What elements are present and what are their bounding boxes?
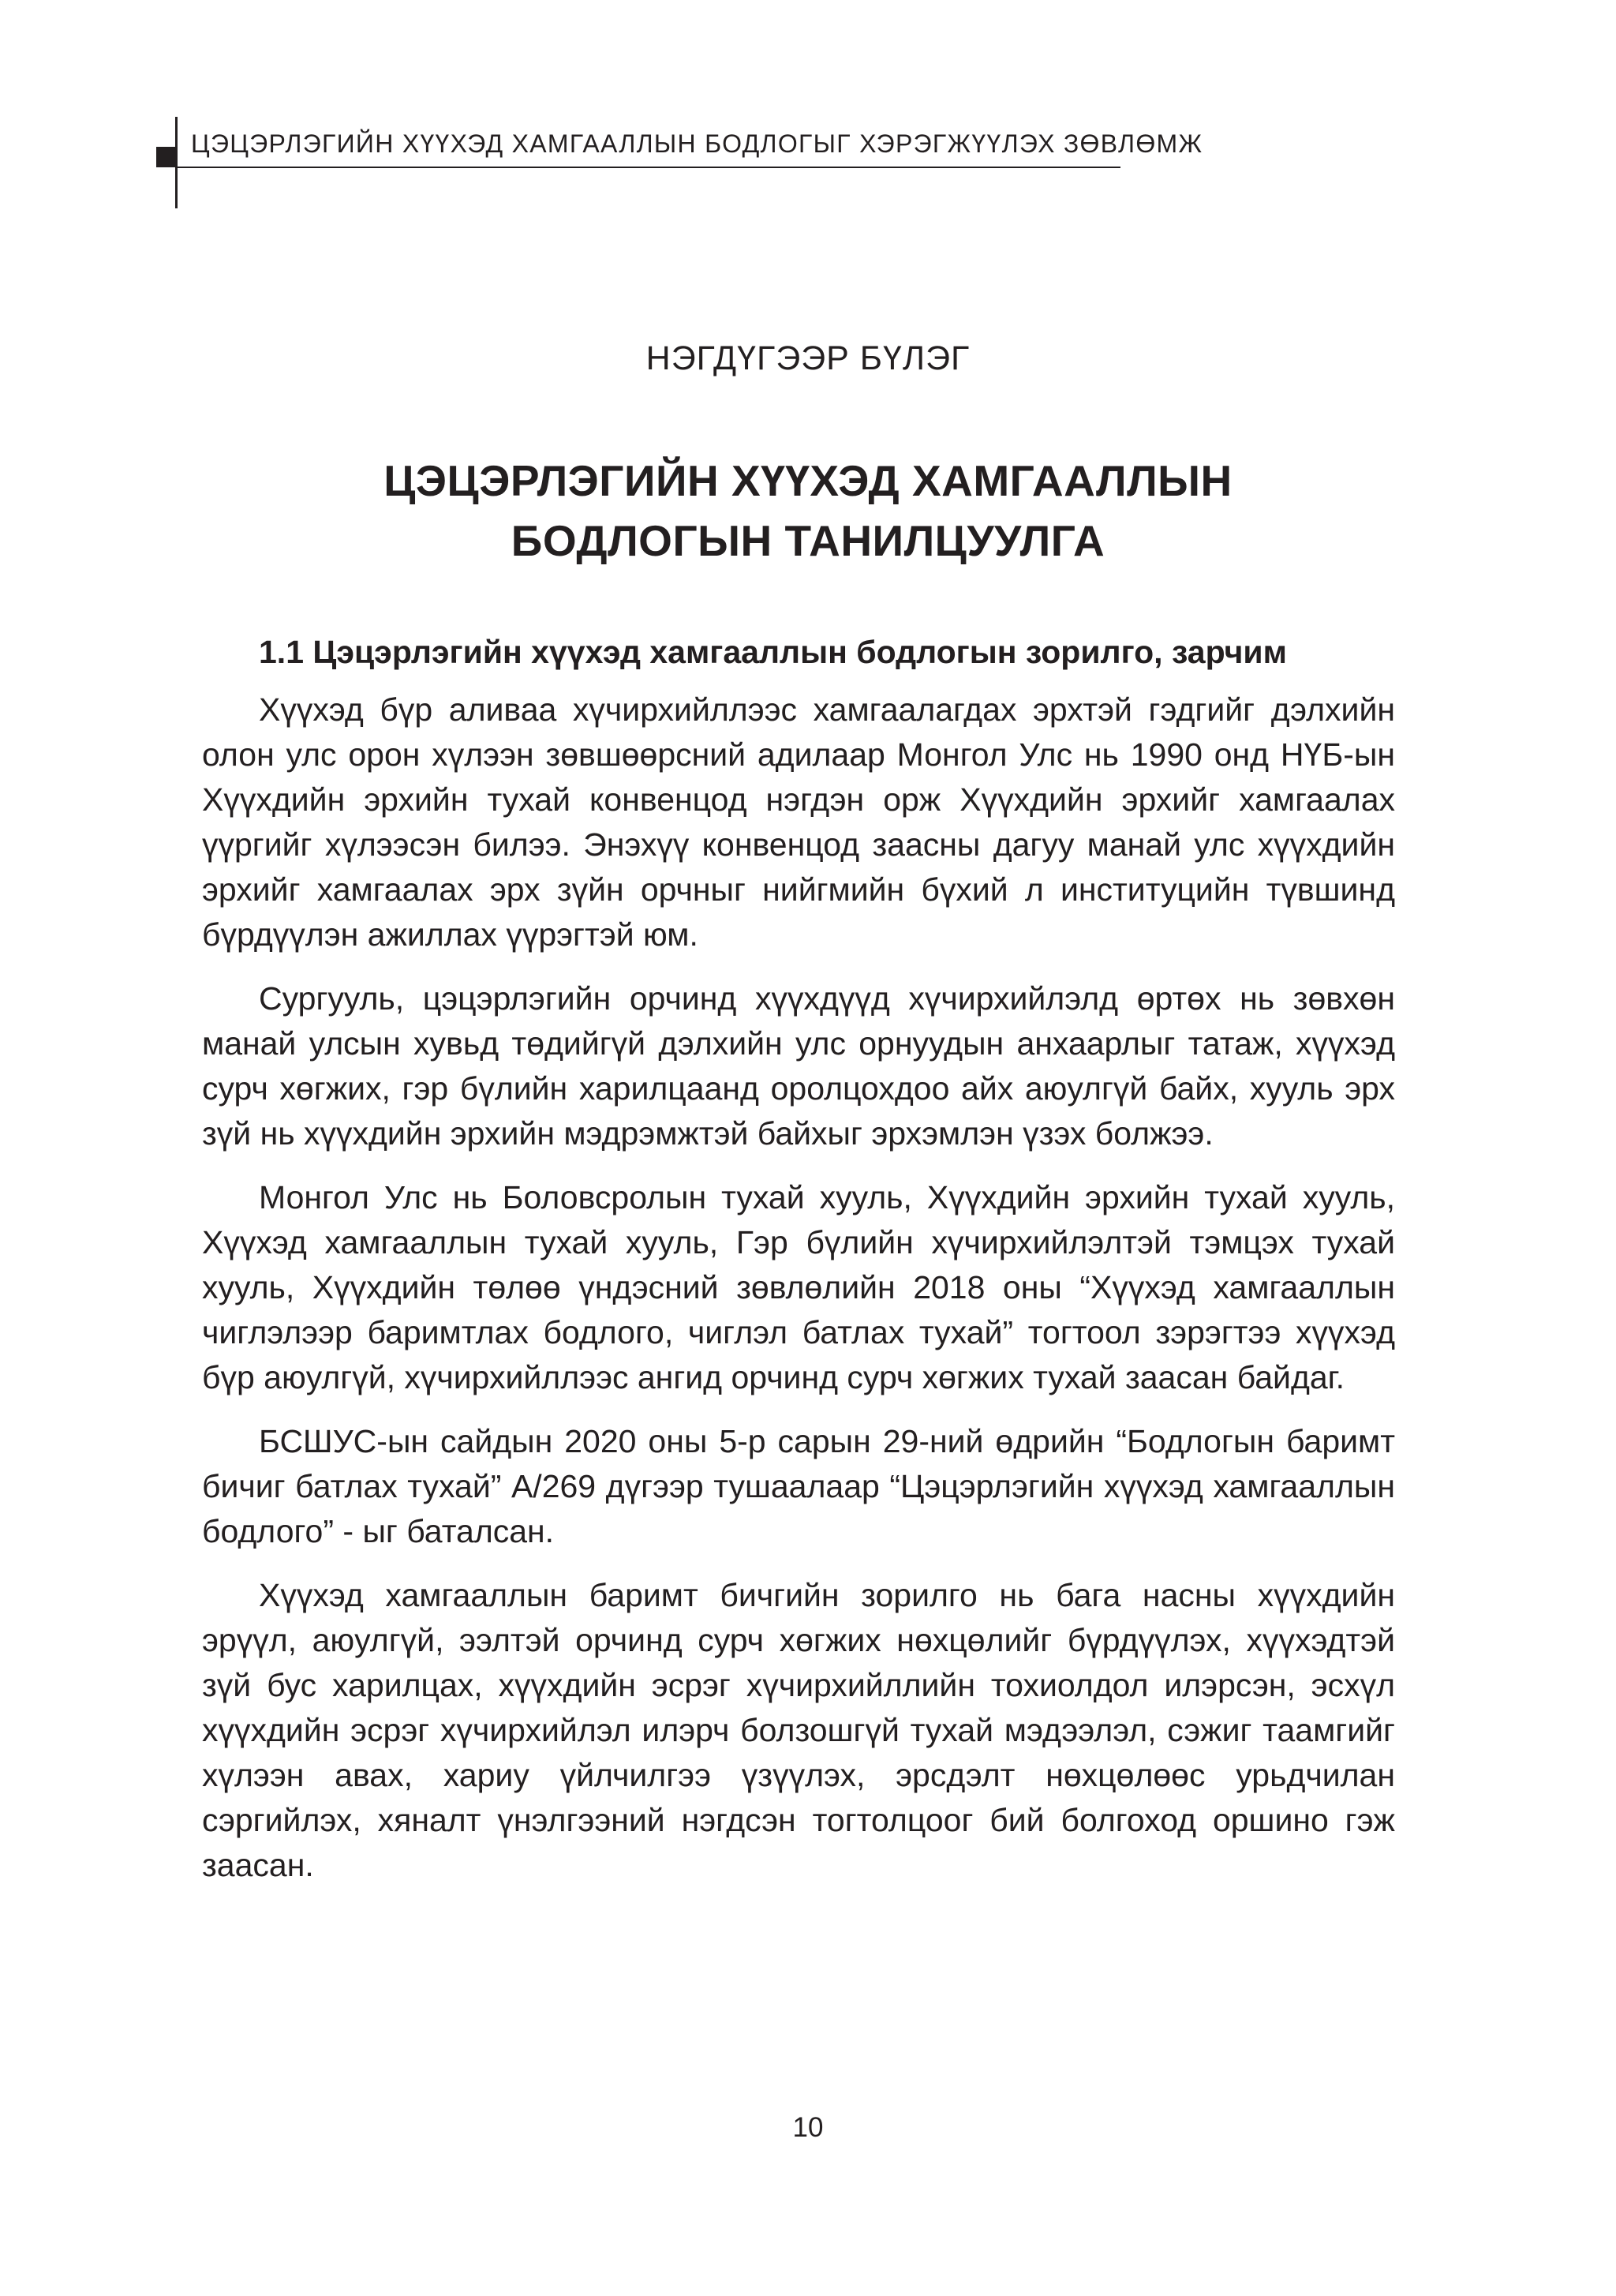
section-heading: 1.1 Цэцэрлэгийн хүүхэд хамгааллын бодлогын зорилго, зарчим — [259, 634, 1287, 670]
page-number: 10 — [792, 2112, 824, 2143]
header-horizontal-rule — [175, 167, 1120, 168]
paragraph-3: Монгол Улс нь Боловсролын тухай хууль, Хүүхдийн эрхийн тухай хууль, Хүүхэд хамгааллын тухай хууль, Гэр бүлийн хүчирхийлэлтэй тэмцэх тухай хууль, Хүүхдийн төлөө үндэсний зөвлөлийн 2018 оны “Хүүхэд хамгааллын чиглэлээр баримтлах бодлого, чиглэл батлах тухай” тогтоол зэрэгтээ хүүхэд бүр аюулгүй, хүчирхийллээс ангид орчинд сурч хөгжих тухай заасан байдаг. — [202, 1179, 1395, 1396]
chapter-label: НЭГДҮГЭЭР БҮЛЭГ — [645, 339, 971, 377]
header-vertical-rule — [175, 117, 178, 208]
body-content — [202, 631, 1395, 1907]
paragraph-4: БСШУС-ын сайдын 2020 оны 5-р сарын 29-ний өдрийн “Бодлогын баримт бичиг батлах тухай” А/269 дүгээр тушаалаар “Цэцэрлэгийн хүүхэд хамгааллын бодлого” - ыг баталсан. — [202, 1423, 1395, 1550]
running-header-title: ЦЭЦЭРЛЭГИЙН ХҮҮХЭД ХАМГААЛЛЫН БОДЛОГЫГ ХЭРЭГЖҮҮЛЭХ ЗӨВЛӨМЖ — [191, 129, 1203, 158]
chapter-title — [0, 451, 1616, 571]
paragraph-5: Хүүхэд хамгааллын баримт бичгийн зорилго нь бага насны хүүхдийн эрүүл, аюулгүй, ээлтэй орчинд сурч хөгжих нөхцөлийг бүрдүүлэх, хүүхэдтэй зүй бус харилцах, хүүхдийн эсрэг хүчирхийллийн тохиолдол илэрсэн, эсхүл хүүхдийн эсрэг хүчирхийлэл илэрч болзошгүй тухай мэдээлэл, сэжиг таамгийг хүлээн авах, хариу үйлчилгээ үзүүлэх, эрсдэлт нөхцөлөөс урьдчилан сэргийлэх, хяналт үнэлгээний нэгдсэн тогтолцоог бий болгоход оршино гэж заасан. — [202, 1577, 1395, 1884]
chapter-title-line-1: ЦЭЦЭРЛЭГИЙН ХҮҮХЭД ХАМГААЛЛЫН — [383, 456, 1233, 505]
paragraph-1: Хүүхэд бүр аливаа хүчирхийллээс хамгаалагдах эрхтэй гэдгийг дэлхийн олон улс орон хүлээн зөвшөөрсний адилаар Монгол Улс нь 1990 онд НҮБ-ын Хүүхдийн эрхийн тухай конвенцод нэгдэн орж Хүүхдийн эрхийг хамгаалах үүргийг хүлээсэн билээ. Энэхүү конвенцод заасны дагуу манай улс хүүхдийн эрхийг хамгаалах эрх зүйн орчныг нийгмийн бүхий л институцийн түвшинд бүрдүүлэн ажиллах үүрэгтэй юм. — [202, 691, 1395, 953]
header-square-marker — [156, 147, 177, 167]
paragraph-2: Сургууль, цэцэрлэгийн орчинд хүүхдүүд хүчирхийлэлд өртөх нь зөвхөн манай улсын хувьд төдийгүй дэлхийн улс орнуудын анхаарлыг татаж, хүүхэд сурч хөгжих, гэр бүлийн харилцаанд оролцохдоо айх аюулгүй байх, хууль эрх зүй нь хүүхдийн эрхийн мэдрэмжтэй байхыг эрхэмлэн үзэх болжээ. — [202, 980, 1395, 1152]
chapter-title-line-2: БОДЛОГЫН ТАНИЛЦУУЛГА — [511, 515, 1105, 565]
